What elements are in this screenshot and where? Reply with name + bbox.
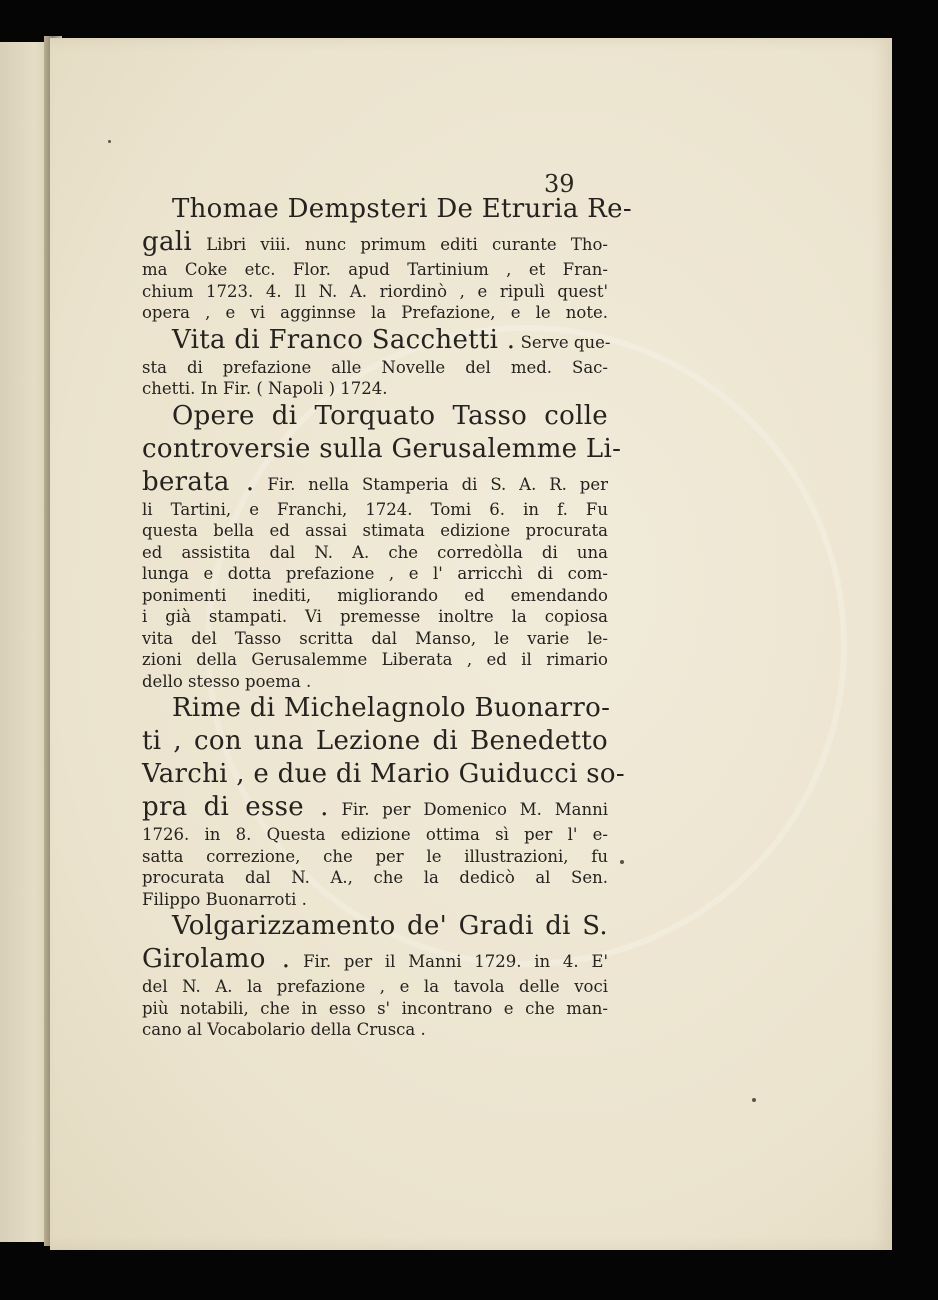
- entry-text-line: 1726. in 8. Questa edizione ottima sì per l' e-: [142, 825, 608, 844]
- entry-title-line: Opere di Torquato Tasso colle: [172, 400, 608, 431]
- entry-text-fragment: Libri viii. nunc primum editi curante Tho-: [191, 235, 608, 254]
- entry-title-line: controversie sulla Gerusalemme Li-: [142, 433, 622, 464]
- entry-title-fragment: pra di esse .: [142, 792, 329, 822]
- entry-text-line: dello stesso poema .: [142, 671, 312, 691]
- entry-sacchetti: [142, 324, 611, 400]
- entry-buonarroti: [142, 692, 625, 910]
- entry-text-fragment: Fir. nella Stamperia di S. A. R. per: [254, 474, 608, 494]
- entry-text-line: del N. A. la prefazione , e la tavola delle voci: [142, 977, 608, 996]
- entry-text-line: chetti. In Fir. ( Napoli ) 1724.: [142, 379, 388, 398]
- entry-mixed-line: [142, 791, 608, 824]
- entry-text-line: chium 1723. 4. Il N. A. riordinò , e ripulì quest': [142, 281, 608, 301]
- entry-text-line: opera , e vi agginnse la Prefazione, e le note.: [142, 303, 608, 322]
- entry-text-fragment: Fir. per Domenico M. Manni: [328, 800, 608, 819]
- entry-text-line: i già stampati. Vi premesse inoltre la copiosa: [142, 607, 608, 626]
- entry-text-line: satta correzione, che per le illustrazioni, fu: [142, 846, 608, 866]
- entry-text-line: zioni della Gerusalemme Liberata , ed il rimario: [142, 650, 608, 669]
- entry-text-line: ed assistita dal N. A. che corredòlla di una: [142, 542, 608, 562]
- entry-text-line: Filippo Buonarroti .: [142, 889, 307, 909]
- entry-text-line: sta di prefazione alle Novelle del med. Sac-: [142, 357, 608, 377]
- entry-title-line: Rime di Michelagnolo Buonarro-: [172, 693, 611, 723]
- entry-text-line: ma Coke etc. Flor. apud Tartinium , et Fran-: [142, 260, 608, 279]
- entry-text-line: ponimenti inediti, migliorando ed emendando: [142, 585, 608, 605]
- entry-title-line: Varchi , e due di Mario Guiducci so-: [142, 759, 625, 789]
- entry-mixed-line: [142, 466, 608, 499]
- entry-text-line: cano al Vocabolario della Crusca .: [142, 1020, 426, 1039]
- entry-title-fragment: berata .: [142, 466, 255, 497]
- entry-text-line: lunga e dotta prefazione , e l' arricchì di com-: [142, 564, 608, 583]
- entry-text-fragment: Fir. per il Manni 1729. in 4. E': [290, 952, 608, 971]
- entry-title-line: Volgarizzamento de' Gradi di S.: [172, 911, 608, 941]
- entry-title-fragment: Girolamo .: [142, 944, 291, 974]
- entry-dempster: [142, 193, 632, 324]
- entry-text-line: questa bella ed assai stimata edizione procurata: [142, 521, 608, 540]
- ink-speck: [108, 140, 111, 143]
- entry-text-line: più notabili, che in esso s' incontrano e che man-: [142, 998, 608, 1018]
- entry-text-line: vita del Tasso scritta dal Manso, le varie le-: [142, 628, 608, 648]
- entry-title-fragment: gali: [142, 227, 192, 257]
- page-number: 39: [544, 170, 575, 198]
- entry-text-fragment: Serve que-: [515, 332, 611, 352]
- entry-mixed-line: [142, 324, 611, 357]
- entry-tasso: [142, 400, 622, 693]
- entry-girolamo: [142, 910, 608, 1041]
- catalogue-text: [142, 193, 632, 1041]
- entry-text-line: li Tartini, e Franchi, 1724. Tomi 6. in f. Fu: [142, 499, 608, 519]
- entry-title-line: ti , con una Lezione di Benedetto: [142, 726, 608, 756]
- entry-mixed-line: [142, 226, 608, 259]
- entry-title-fragment: Vita di Franco Sacchetti .: [172, 324, 516, 355]
- entry-text-line: procurata dal N. A., che la dedicò al Sen.: [142, 868, 608, 887]
- entry-title-line: Thomae Dempsteri De Etruria Re-: [172, 194, 632, 224]
- entry-mixed-line: [142, 943, 608, 976]
- ink-speck: [752, 1098, 756, 1102]
- ink-speck: [620, 860, 624, 864]
